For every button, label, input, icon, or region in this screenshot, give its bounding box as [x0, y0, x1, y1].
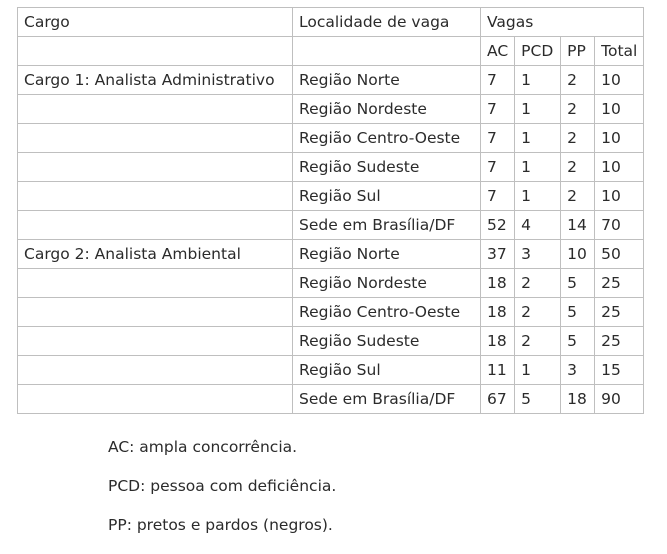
table-row: [18, 385, 644, 414]
note-pp: PP: pretos e pardos (negros).: [108, 516, 333, 534]
cell-total: 10: [595, 182, 644, 211]
cell-pp: 14: [561, 211, 595, 240]
header-localidade: Localidade de vaga: [293, 8, 481, 37]
cell-ac: 7: [481, 95, 515, 124]
header-vagas: Vagas: [481, 8, 644, 37]
cell-total: 25: [595, 269, 644, 298]
cell-localidade: Região Centro-Oeste: [293, 298, 481, 327]
cell-ac: 7: [481, 124, 515, 153]
cell-total: 70: [595, 211, 644, 240]
cell-pp: 2: [561, 95, 595, 124]
table-row: [18, 95, 644, 124]
cell-pcd: 1: [515, 95, 561, 124]
cell-localidade: Região Nordeste: [293, 269, 481, 298]
cell-localidade: Região Sul: [293, 182, 481, 211]
table-row: [18, 327, 644, 356]
cell-pp: 5: [561, 298, 595, 327]
cell-localidade: Sede em Brasília/DF: [293, 211, 481, 240]
cell-cargo: Cargo 1: Analista Administrativo: [18, 66, 293, 95]
cell-cargo: [18, 182, 293, 211]
cell-cargo: [18, 211, 293, 240]
cell-ac: 18: [481, 269, 515, 298]
cell-pcd: 5: [515, 385, 561, 414]
cell-pcd: 2: [515, 269, 561, 298]
cell-pp: 2: [561, 124, 595, 153]
table-row: [18, 182, 644, 211]
cell-localidade: Região Norte: [293, 240, 481, 269]
cell-cargo: [18, 298, 293, 327]
cell-total: 10: [595, 153, 644, 182]
cell-total: 90: [595, 385, 644, 414]
cell-total: 25: [595, 327, 644, 356]
table-row: [18, 298, 644, 327]
cell-ac: 11: [481, 356, 515, 385]
cell-pcd: 1: [515, 124, 561, 153]
cell-ac: 67: [481, 385, 515, 414]
legend-notes: [108, 437, 336, 554]
vacancies-table-body: [18, 8, 644, 414]
cell-cargo: [18, 385, 293, 414]
table-row: [18, 66, 644, 95]
cell-ac: 7: [481, 153, 515, 182]
cell-ac: 52: [481, 211, 515, 240]
table-header-row: [18, 8, 644, 37]
cell-total: 10: [595, 124, 644, 153]
header-ac: AC: [481, 37, 515, 66]
cell-total: 10: [595, 95, 644, 124]
cell-ac: 18: [481, 327, 515, 356]
cell-pp: 2: [561, 66, 595, 95]
cell-localidade: Região Sul: [293, 356, 481, 385]
cell-localidade: Região Sudeste: [293, 327, 481, 356]
cell-total: 10: [595, 66, 644, 95]
cell-pcd: 1: [515, 182, 561, 211]
cell-cargo: [18, 269, 293, 298]
table-row: [18, 124, 644, 153]
cell-ac: 7: [481, 182, 515, 211]
cell-pp: 5: [561, 327, 595, 356]
cell-localidade: Região Nordeste: [293, 95, 481, 124]
table-subheader-row: [18, 37, 644, 66]
cell-pcd: 4: [515, 211, 561, 240]
cell-pp: 3: [561, 356, 595, 385]
subheader-empty-cell: [18, 37, 293, 66]
cell-localidade: Sede em Brasília/DF: [293, 385, 481, 414]
cell-total: 50: [595, 240, 644, 269]
note-ac: AC: ampla concorrência.: [108, 438, 298, 456]
table-row: [18, 153, 644, 182]
table-row: [18, 356, 644, 385]
header-cargo: Cargo: [18, 8, 293, 37]
header-total: Total: [595, 37, 644, 66]
cell-cargo: [18, 124, 293, 153]
cell-localidade: Região Norte: [293, 66, 481, 95]
cell-pcd: 1: [515, 153, 561, 182]
cell-ac: 37: [481, 240, 515, 269]
cell-pp: 18: [561, 385, 595, 414]
cell-pcd: 3: [515, 240, 561, 269]
cell-localidade: Região Centro-Oeste: [293, 124, 481, 153]
cell-cargo: [18, 95, 293, 124]
cell-cargo: Cargo 2: Analista Ambiental: [18, 240, 293, 269]
cell-pcd: 1: [515, 66, 561, 95]
cell-total: 25: [595, 298, 644, 327]
cell-pcd: 2: [515, 298, 561, 327]
table-row: [18, 211, 644, 240]
cell-pp: 10: [561, 240, 595, 269]
cell-ac: 7: [481, 66, 515, 95]
table-row: [18, 240, 644, 269]
cell-localidade: Região Sudeste: [293, 153, 481, 182]
note-pcd: PCD: pessoa com deficiência.: [108, 477, 337, 495]
vacancies-table: [17, 7, 644, 414]
cell-pcd: 1: [515, 356, 561, 385]
cell-pp: 5: [561, 269, 595, 298]
cell-ac: 18: [481, 298, 515, 327]
cell-cargo: [18, 356, 293, 385]
header-pcd: PCD: [515, 37, 561, 66]
cell-pp: 2: [561, 153, 595, 182]
cell-pcd: 2: [515, 327, 561, 356]
cell-cargo: [18, 153, 293, 182]
table-row: [18, 269, 644, 298]
cell-pp: 2: [561, 182, 595, 211]
cell-cargo: [18, 327, 293, 356]
subheader-empty-cell: [293, 37, 481, 66]
header-pp: PP: [561, 37, 595, 66]
cell-total: 15: [595, 356, 644, 385]
